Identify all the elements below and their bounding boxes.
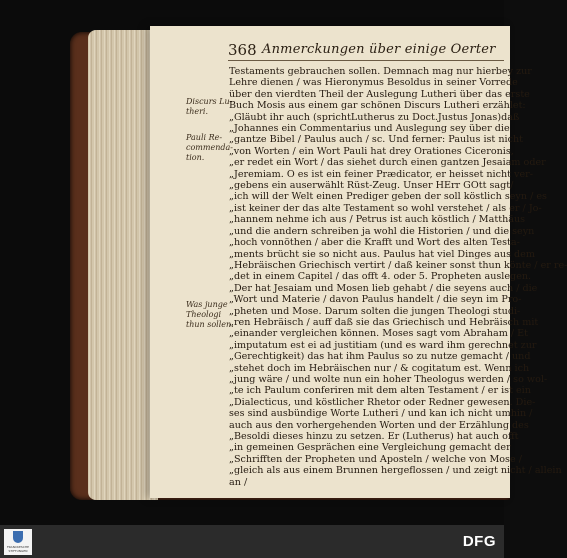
text-line: „te ich Paulum conferiren mit dem alten Testament / er ist ein	[229, 385, 531, 397]
text-line: „gleich als aus einem Brunnen hergeflossen / und zeigt nicht / allein	[229, 465, 562, 477]
text-line: „gantze Bibel / Paulus auch / sc. Und ferner: Paulus ist nicht	[229, 134, 523, 146]
funder-logo[interactable]: DFG	[462, 533, 496, 550]
text-line: „und die andern schreiben ja wohl die Historien / und die seyn	[229, 225, 535, 237]
text-line: Buch Mosis aus einem gar schönen Discurs Lutheri erzählet:	[229, 100, 526, 112]
text-line: „Johannes ein Commentarius und Auslegung sey über die	[229, 123, 510, 135]
text-line: über den vierdten Theil der Auslegung Lutheri über das erste	[229, 88, 530, 100]
text-line: „det in einem Capitel / das offt 4. oder 5. Propheten auslegen.	[229, 271, 532, 283]
text-line: „ist keiner der das alte Testament so wohl verstehet / als er / Jo-	[229, 202, 542, 214]
body-text	[229, 66, 567, 488]
text-line: „stehet doch im Hebräischen nur / & cogitatum est. Wenn ich	[229, 362, 530, 374]
text-line: „ich will der Welt einen Prediger geben der soll köstlich seyn / es	[229, 191, 547, 203]
library-logo[interactable]	[4, 529, 32, 555]
library-logo-text: FRANCKESCHE STIFTUNGEN	[6, 545, 30, 553]
text-line: „ren Hebräisch / auff daß sie das Griechisch und Hebräisch mit	[229, 316, 539, 328]
text-line: „Besoldi dieses hinzu zu setzen. Er (Lutherus) hat auch offt	[229, 431, 519, 442]
running-head: Anmerckungen über einige Oerter	[262, 42, 496, 57]
text-line: „hoch vonnöthen / aber die Krafft und Wort des alten Testa-	[229, 237, 520, 249]
page-edges	[88, 30, 158, 500]
margin-note-discurs: Discurs Lu- theri.	[186, 97, 233, 116]
text-line: „Jeremiam. O es ist ein feiner Prædicator, er heisset nicht ver-	[229, 168, 533, 180]
text-line: „pheten und Mose. Darum solten die jungen Theologi studi-	[229, 305, 521, 317]
text-line: „in gemeinen Gesprächen eine Vergleichung gemacht der	[229, 442, 511, 454]
footer-bar	[0, 525, 504, 558]
text-line: „Hebräischen Griechisch vertirt / daß keiner sonst thun könte / er re-	[229, 259, 567, 271]
text-line: „Dialecticus, und köstlicher Rhetor oder Redner gewesen. Die-	[229, 396, 536, 408]
text-line: „Wort und Materie / davon Paulus handelt / die seyn im Pro-	[229, 294, 522, 306]
text-line: „er redet ein Wort / das siehet durch einen gantzen Jesaiam oder	[229, 157, 546, 169]
text-line: „hannem nehme ich aus / Petrus ist auch köstlich / Matthäus	[229, 214, 526, 226]
header-rule	[228, 60, 504, 61]
text-line: „Schrifften der Propheten und Aposteln / welche von Mose /	[229, 453, 522, 465]
text-line: „einander vergleichen können. Moses sagt vom Abraham / Et	[229, 328, 529, 340]
text-line: Lehre dienen / was Hieronymus Besoldus in seiner Vorrede	[229, 77, 518, 89]
text-line: ses sind ausbündige Worte Lutheri / und kan ich nicht umhin /	[229, 408, 533, 420]
text-line: „von Worten / ein Wort Pauli hat drey Orationes Ciceronis,	[229, 145, 514, 157]
text-line: „ments brücht sie so nicht aus. Paulus hat viel Dinges aus dem	[229, 248, 535, 260]
text-line: „imputatum est ei ad justitiam (und es ward ihm gerechnet zur	[229, 339, 537, 351]
page-number: 368	[228, 41, 257, 59]
text-line: auch aus den vorhergehenden Worten und der Erzählung des	[229, 419, 529, 431]
margin-note-pauli: Pauli Re- commenda- tion.	[186, 133, 233, 162]
shield-icon	[13, 531, 23, 543]
text-line: „Gläubt ihr auch (sprichtLutherus zu Doct.Justus Jonas)daß	[229, 111, 520, 123]
text-line: „Gerechtigkeit) das hat ihm Paulus so zu nutze gemacht / und	[229, 351, 531, 363]
text-line: „Der hat Jesaiam und Mosen lieb gehabt / die seyens auch / die	[229, 282, 538, 294]
text-line: an /	[229, 476, 248, 488]
margin-note-junge-theologi: Was junge Theologi thun sollen.	[186, 300, 234, 329]
text-line: Testaments gebrauchen sollen. Demnach mag nur hierbey zur	[229, 66, 532, 77]
text-line: „gebens ein auserwählt Rüst-Zeug. Unser HErr GOtt sagt/	[229, 180, 514, 192]
text-line: „jung wäre / und wolte nun ein hoher Theologus werden / so wol-	[229, 373, 548, 385]
